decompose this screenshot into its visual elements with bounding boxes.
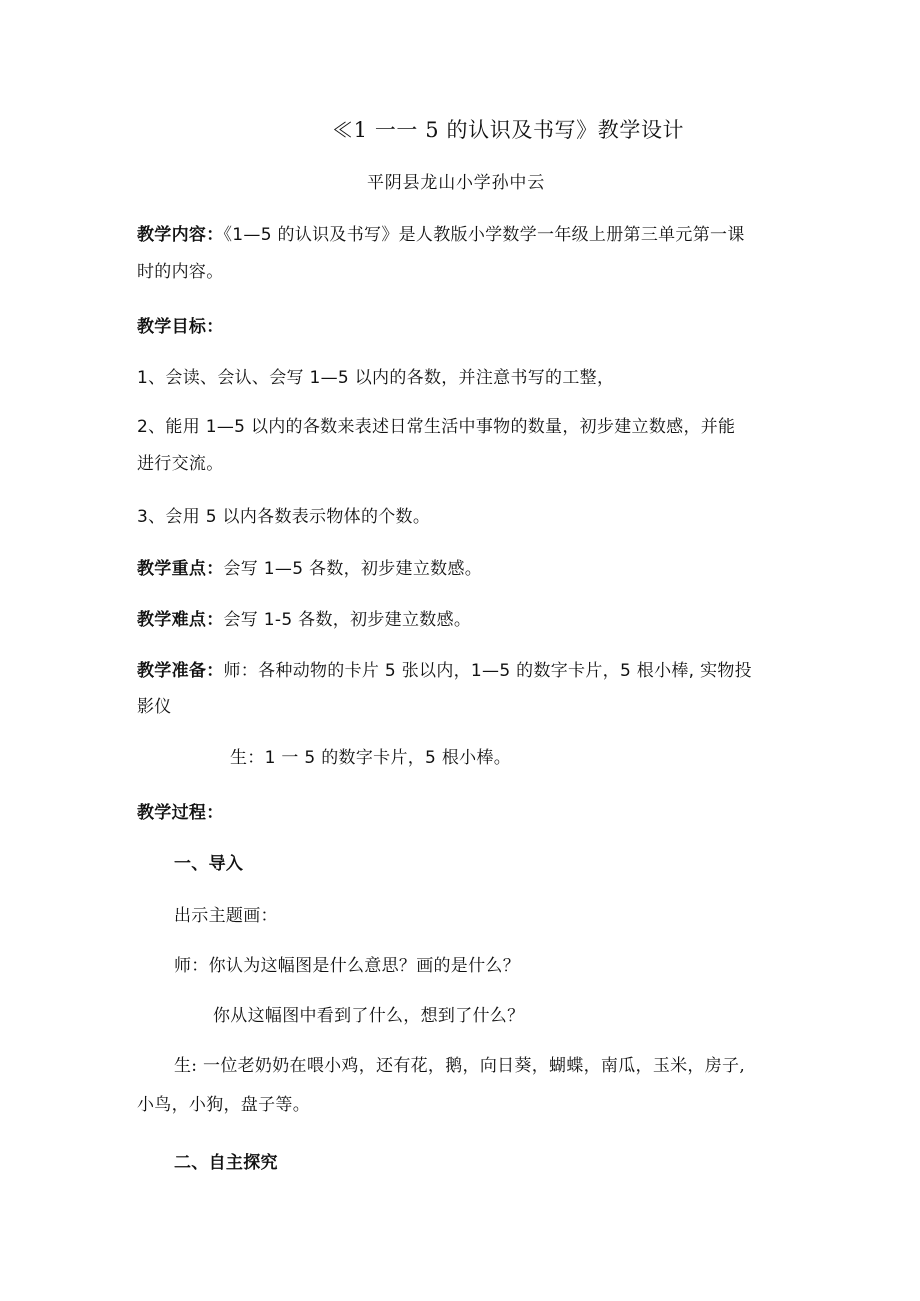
process-label: 教学过程： [137, 803, 224, 823]
goals-label: 教学目标： [137, 317, 224, 337]
goal-item-3: 3、会用 5 以内各数表示物体的个数。 [137, 507, 431, 527]
teacher-question-1: 师：你认为这幅图是什么意思？画的是什么？ [174, 956, 520, 976]
show-theme-picture: 出示主题画： [174, 906, 278, 926]
section-2-heading: 二、自主探究 [174, 1153, 278, 1173]
preparation-student: 生：1 一 5 的数字卡片，5 根小棒。 [230, 748, 512, 768]
content-label: 教学内容： [137, 225, 224, 245]
preparation-line [137, 660, 752, 682]
content-paragraph [137, 224, 745, 246]
goal-item-2-continued: 进行交流。 [137, 454, 224, 474]
goal-item-2: 2、能用 1—5 以内的各数来表述日常生活中事物的数量，初步建立数感，并能 [137, 417, 736, 437]
preparation-teacher-continued: 影仪 [137, 697, 172, 717]
content-text-continued: 时的内容。 [137, 262, 224, 282]
section-1-heading: 一、导入 [174, 854, 244, 874]
student-answer-continued: 小鸟，小狗，盘子等。 [137, 1095, 310, 1115]
preparation-teacher: 师：各种动物的卡片 5 张以内，1—5 的数字卡片，5 根小棒, 实物投 [223, 661, 752, 681]
content-text: 《1—5 的认识及书写》是人教版小学数学一年级上册第三单元第一课 [223, 225, 745, 245]
difficulty-text: 会写 1-5 各数，初步建立数感。 [223, 610, 472, 630]
author-line: 平阴县龙山小学孙中云 [367, 173, 545, 193]
key-point-line [137, 558, 482, 580]
difficulty-label: 教学难点： [137, 610, 224, 630]
difficulty-line [137, 609, 471, 631]
key-point-label: 教学重点： [137, 559, 224, 579]
key-point-text: 会写 1—5 各数，初步建立数感。 [223, 559, 483, 579]
teacher-question-2: 你从这幅图中看到了什么，想到了什么？ [213, 1006, 525, 1026]
document-title: ≪1 一一 5 的认识及书写》教学设计 [332, 118, 685, 142]
goal-item-1: 1、会读、会认、会写 1—5 以内的各数，并注意书写的工整， [137, 368, 615, 388]
student-answer: 生: 一位老奶奶在喂小鸡，还有花，鹅，向日葵，蝴蝶，南瓜，玉米，房子, [174, 1056, 746, 1076]
preparation-label: 教学准备： [137, 661, 224, 681]
